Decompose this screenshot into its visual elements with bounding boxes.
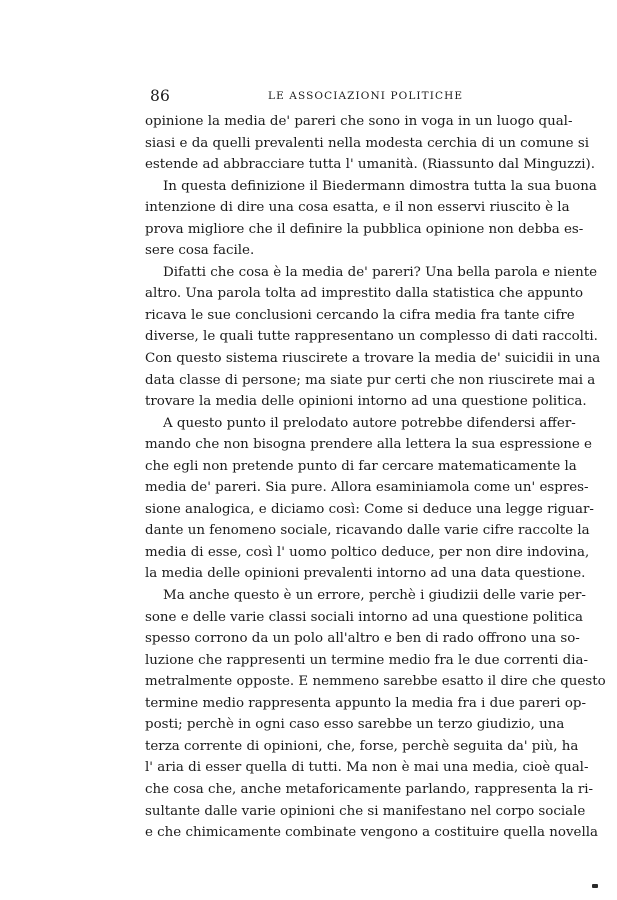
text-line: Con questo sistema riuscirete a trovare la media de' suicidii in una bbox=[145, 351, 601, 367]
text-line: estende ad abbracciare tutta l' umanità. (Riassunto dal Minguzzi). bbox=[145, 157, 596, 173]
text-line: siasi e da quelli prevalenti nella modesta cerchia di un comune si bbox=[145, 135, 589, 151]
text-line: Difatti che cosa è la media de' pareri? Una bella parola e niente bbox=[163, 264, 598, 280]
text-line: sere cosa facile. bbox=[145, 243, 255, 259]
text-line: e che chimicamente combinate vengono a costituire quella novella bbox=[145, 825, 598, 841]
text-line: posti; perchè in ogni caso esso sarebbe un terzo giudizio, una bbox=[145, 717, 565, 733]
text-line: dante un fenomeno sociale, ricavando dalle varie cifre raccolte la bbox=[145, 523, 590, 539]
paragraph bbox=[145, 176, 597, 262]
page-number: 86 bbox=[150, 87, 171, 105]
text-line: ricava le sue conclusioni cercando la cifra media fra tante cifre bbox=[145, 307, 575, 323]
text-line: che cosa che, anche metaforicamente parlando, rappresenta la ri- bbox=[145, 781, 594, 797]
page-header bbox=[150, 87, 546, 107]
text-line: sultante dalle varie opinioni che si manifestano nel corpo sociale bbox=[145, 803, 586, 819]
text-line: che egli non pretende punto di far cercare matematicamente la bbox=[145, 458, 577, 474]
text-line: luzione che rappresenti un termine medio fra le due correnti dia- bbox=[145, 652, 589, 668]
text-line: sione analogica, e diciamo così: Come si deduce una legge riguar- bbox=[145, 501, 594, 517]
text-line: trovare la media delle opinioni intorno ad una questione politica. bbox=[145, 394, 587, 410]
text-line: opinione la media de' pareri che sono in voga in un luogo qual- bbox=[145, 114, 573, 129]
text-line: data classe di persone; ma siate pur certi che non riuscirete mai a bbox=[145, 372, 596, 388]
text-line: terza corrente di opinioni, che, forse, perchè seguita da' più, ha bbox=[145, 738, 579, 754]
text-line: sone e delle varie classi sociali intorno ad una questione politica bbox=[145, 609, 584, 625]
text-line: intenzione di dire una cosa esatta, e il non esservi riuscito è la bbox=[145, 200, 570, 216]
text-line: Ma anche questo è un errore, perchè i giudizii delle varie per- bbox=[163, 588, 586, 604]
text-line: altro. Una parola tolta ad imprestito dalla statistica che appunto bbox=[145, 286, 584, 302]
text-line: prova migliore che il definire la pubblica opinione non debba es- bbox=[145, 221, 584, 237]
text-line: diverse, le quali tutte rappresentano un complesso di dati raccolti. bbox=[145, 329, 598, 345]
print-mark bbox=[592, 884, 598, 888]
paragraph bbox=[145, 413, 594, 585]
running-head: LE ASSOCIAZIONI POLITICHE bbox=[268, 90, 464, 102]
paragraph bbox=[145, 111, 596, 176]
text-line: metralmente opposte. E nemmeno sarebbe esatto il dire che questo bbox=[145, 674, 606, 690]
text-line: In questa definizione il Biedermann dimostra tutta la sua buona bbox=[163, 178, 597, 194]
text-line: media di esse, così l' uomo poltico deduce, per non dire indovina, bbox=[145, 544, 590, 560]
text-line: termine medio rappresenta appunto la media fra i due pareri op- bbox=[145, 695, 586, 711]
paragraph bbox=[145, 585, 606, 844]
text-line: mando che non bisogna prendere alla lettera la sua espressione e bbox=[145, 437, 592, 453]
body-text bbox=[145, 111, 606, 844]
text-line: spesso corrono da un polo all'altro e ben di rado offrono una so- bbox=[145, 631, 580, 647]
text-line: l' aria di esser quella di tutti. Ma non è mai una media, cioè qual- bbox=[145, 760, 589, 776]
paragraph bbox=[145, 262, 601, 413]
text-line: media de' pareri. Sia pure. Allora esaminiamola come un' espres- bbox=[145, 480, 589, 496]
text-line: la media delle opinioni prevalenti intorno ad una data questione. bbox=[145, 566, 586, 582]
text-line: A questo punto il prelodato autore potrebbe difendersi affer- bbox=[163, 415, 576, 431]
